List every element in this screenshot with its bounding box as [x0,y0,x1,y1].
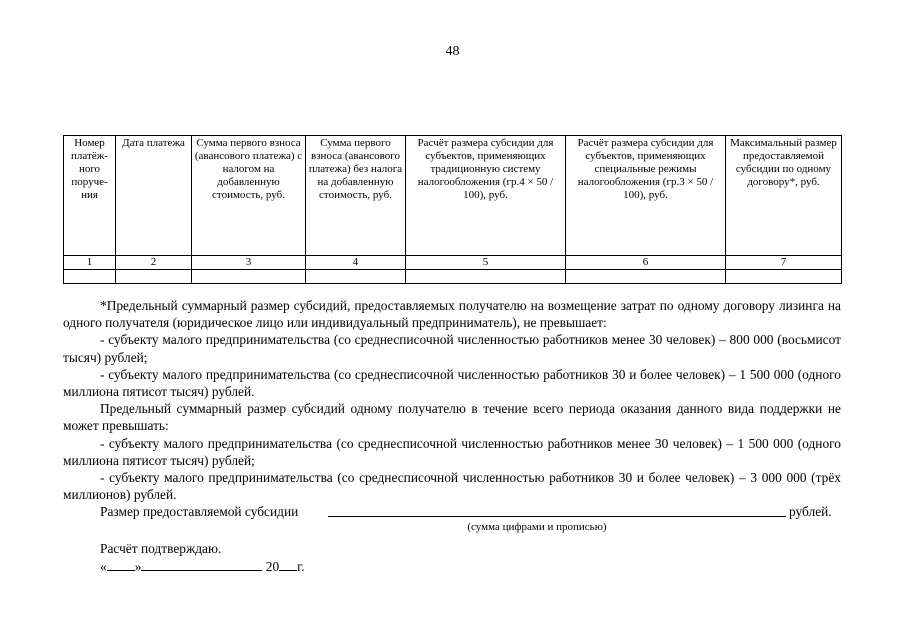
date-year-suffix: г. [297,558,305,574]
total-limit-paragraph: Предельный суммарный размер субсидий одному получателю в течение всего периода оказания данного вида поддержки не может превышать: [63,401,841,434]
subsidy-amount-blank[interactable] [328,516,786,517]
date-line [63,558,841,575]
table-header-row [64,136,842,256]
total-limit-item-under-30: - субъекту малого предпринимательства (со среднесписочной численностью работников менее 30 человек) – 1 500 000 (одного миллиона пятисот тысяч) рублей; [63,435,841,468]
limit-item-small-30-plus: - субъекту малого предпринимательства (со среднесписочной численностью работников 30 и более человек) – 1 500 000 (одного миллиона пятисот тысяч) рублей. [63,366,841,400]
header-first-payment-with-vat: Сумма первого взноса (авансового платежа) с налогом на добавленную стоимость, руб. [192,136,306,256]
column-number: 1 [64,256,116,270]
header-payment-date: Дата платежа [116,136,192,256]
table-cell[interactable] [566,270,726,284]
table-cell[interactable] [726,270,842,284]
date-close-quote: » [134,558,142,574]
subsidy-amount-unit: рублей. [789,504,832,520]
column-number: 3 [192,256,306,270]
total-limit-item-30-plus: - субъекту малого предпринимательства (со среднесписочной численностью работников 30 и более человек) – 3 000 000 (трёх миллионов) рублей. [63,470,841,503]
footnote-paragraph: *Предельный суммарный размер субсидий, предоставляемых получателю на возмещение затрат по одному договору лизинга на одного получателя (юридическое лицо или индивидуальный предприниматель), не превышает: [63,298,841,331]
column-number: 6 [566,256,726,270]
table-cell[interactable] [116,270,192,284]
header-subsidy-special-tax: Расчёт размера субсидии для субъектов, применяющих специальные режимы налогообложения (гр.3 × 50 / 100), руб. [566,136,726,256]
column-number: 2 [116,256,192,270]
subsidy-amount-line [63,503,841,520]
header-max-subsidy: Максимальный размер предоставляемой субсидии по одному договору*, руб. [726,136,842,256]
date-month-blank[interactable] [141,558,262,571]
table-cell[interactable] [64,270,116,284]
subsidy-amount-hint: (сумма цифрами и прописью) [467,521,607,534]
subsidy-calculation-table [63,135,842,284]
date-year-prefix: 20 [265,558,280,574]
column-number-row [64,256,842,270]
date-day-blank[interactable] [107,558,135,571]
header-subsidy-traditional-tax: Расчёт размера субсидии для субъектов, применяющих традиционную систему налогообложения (гр.4 × 50 / 100), руб. [406,136,566,256]
page-number: 48 [445,44,460,59]
header-payment-order-number: Номер платёж-ного поруче-ния [64,136,116,256]
date-year-blank[interactable] [279,558,297,571]
confirm-text: Расчёт подтверждаю. [100,541,222,557]
column-number: 7 [726,256,842,270]
date-open-quote: « [100,558,107,574]
table-cell[interactable] [306,270,406,284]
limit-item-small-under-30: - субъекту малого предпринимательства (со среднесписочной численностью работников менее 30 человек) – 800 000 (восьмисот тысяч) рублей; [63,332,841,365]
table-row [64,270,842,284]
column-number: 4 [306,256,406,270]
table-cell[interactable] [406,270,566,284]
body-text [63,297,841,575]
column-number: 5 [406,256,566,270]
subsidy-amount-label: Размер предоставляемой субсидии [100,504,299,520]
header-first-payment-without-vat: Сумма первого взноса (авансового платежа) без налога на добавленную стоимость, руб. [306,136,406,256]
table-cell[interactable] [192,270,306,284]
